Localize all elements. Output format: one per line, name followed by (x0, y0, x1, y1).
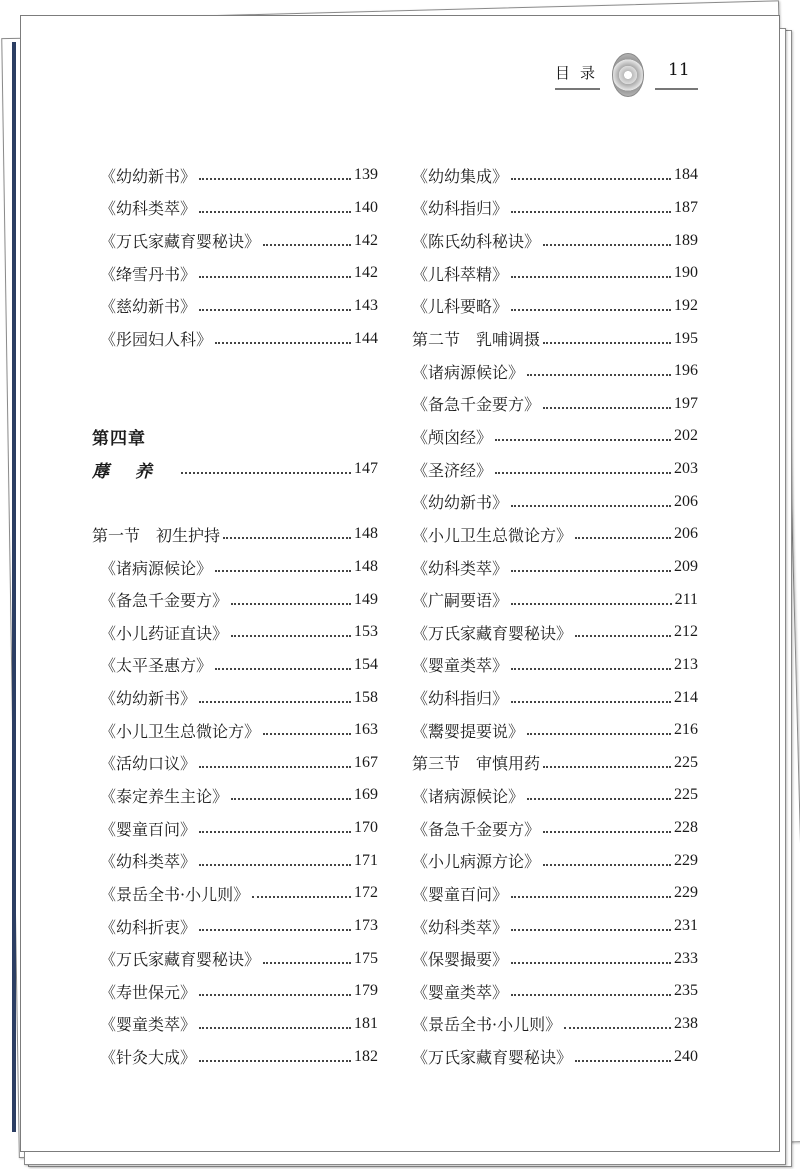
dot-leader (199, 864, 351, 866)
dot-leader (564, 1027, 671, 1029)
entry-page-number: 233 (674, 949, 698, 967)
dot-leader (199, 178, 351, 180)
dot-leader (575, 635, 671, 637)
dot-leader (199, 1027, 351, 1029)
entry-title: 《婴童百问》 (412, 884, 509, 904)
entry-title: 《儿科萃精》 (412, 264, 509, 284)
header-rule (555, 88, 600, 90)
toc-entry[interactable] (92, 1008, 378, 1041)
toc-left-column (92, 159, 378, 1073)
dot-leader (199, 766, 351, 768)
entry-title: 《婴童百问》 (100, 819, 197, 839)
dot-leader (252, 896, 351, 898)
dot-leader (511, 309, 671, 311)
entry-title: 《幼幼新书》 (100, 166, 197, 186)
entry-title: 《彤园妇人科》 (100, 330, 213, 350)
dot-leader (231, 603, 351, 605)
dot-leader (511, 668, 671, 670)
entry-page-number: 142 (354, 231, 378, 249)
dot-leader (231, 798, 351, 800)
ornament-icon (612, 53, 644, 97)
entry-title: 第四章 (92, 428, 146, 449)
toc-entry[interactable] (412, 942, 698, 975)
toc-entry[interactable] (92, 910, 378, 943)
entry-title: 《婴童类萃》 (412, 982, 509, 1002)
toc-entry[interactable] (412, 616, 698, 649)
toc-entry[interactable] (412, 844, 698, 877)
dot-leader (263, 244, 351, 246)
entry-page-number: 212 (674, 623, 698, 641)
toc-entry[interactable] (412, 453, 698, 486)
entry-title: 《广嗣要语》 (412, 591, 509, 611)
entry-page-number: 192 (674, 296, 698, 314)
entry-title: 《绛雪丹书》 (100, 264, 197, 284)
toc-entry[interactable] (92, 681, 378, 714)
dot-leader (511, 505, 671, 507)
toc-entry[interactable] (412, 583, 698, 616)
toc-entry[interactable] (412, 387, 698, 420)
entry-title: 《幼科折衷》 (100, 917, 197, 937)
toc-entry[interactable] (92, 192, 378, 225)
spacer (92, 387, 378, 420)
dot-leader (263, 733, 351, 735)
dot-leader (511, 603, 672, 605)
entry-page-number: 172 (354, 884, 378, 902)
entry-title: 《婴童类萃》 (412, 656, 509, 676)
dot-leader (181, 472, 351, 474)
entry-page-number: 202 (674, 427, 698, 445)
entry-title: 《活幼口议》 (100, 754, 197, 774)
entry-title: 《幼科类萃》 (100, 199, 197, 219)
entry-title: 《颅囟经》 (412, 427, 493, 447)
dot-leader (527, 798, 671, 800)
entry-title: 《幼科指归》 (412, 199, 509, 219)
entry-page-number: 206 (674, 525, 698, 543)
toc-entry[interactable] (412, 551, 698, 584)
entry-title: 《小儿卫生总微论方》 (412, 525, 573, 545)
entry-page-number: 163 (354, 721, 378, 739)
toc-section[interactable] (92, 518, 378, 551)
dot-leader (511, 211, 671, 213)
dot-leader (543, 864, 671, 866)
entry-title: 《陈氏幼科秘诀》 (412, 232, 541, 252)
toc-entry[interactable] (412, 224, 698, 257)
entry-title: 《备急千金要方》 (412, 819, 541, 839)
entry-page-number: 167 (354, 753, 378, 771)
dot-leader (215, 342, 351, 344)
entry-title: 《备急千金要方》 (412, 395, 541, 415)
dot-leader (199, 211, 351, 213)
entry-page-number: 154 (354, 655, 378, 673)
entry-page-number: 235 (674, 982, 698, 1000)
dot-leader (575, 1060, 671, 1062)
entry-title: 《幼幼新书》 (412, 493, 509, 513)
dot-leader (543, 766, 671, 768)
dot-leader (215, 570, 351, 572)
entry-title: 《针灸大成》 (100, 1048, 197, 1068)
entry-page-number: 229 (674, 851, 698, 869)
entry-page-number: 173 (354, 917, 378, 935)
entry-title: 《万氏家藏育婴秘诀》 (100, 950, 261, 970)
entry-page-number: 140 (354, 198, 378, 216)
dot-leader (199, 831, 351, 833)
entry-title: 《太平圣惠方》 (100, 656, 213, 676)
entry-page-number: 187 (674, 198, 698, 216)
entry-title: 蓐养 (92, 461, 178, 482)
entry-page-number: 214 (674, 688, 698, 706)
toc-entry[interactable] (92, 877, 378, 910)
entry-title: 《幼科指归》 (412, 689, 509, 709)
dot-leader (199, 929, 351, 931)
toc-entry[interactable] (92, 975, 378, 1008)
toc-entry[interactable] (92, 779, 378, 812)
dot-leader (511, 570, 671, 572)
toc-entry[interactable] (92, 159, 378, 192)
toc-right-column (412, 159, 698, 1073)
dot-leader (199, 309, 351, 311)
toc-entry[interactable] (92, 257, 378, 290)
toc-entry[interactable] (412, 192, 698, 225)
entry-page-number: 240 (674, 1047, 698, 1065)
dot-leader (199, 276, 351, 278)
entry-page-number: 182 (354, 1047, 378, 1065)
entry-title: 《幼幼新书》 (100, 689, 197, 709)
entry-title: 《备急千金要方》 (100, 591, 229, 611)
toc-entry[interactable] (92, 224, 378, 257)
dot-leader (495, 439, 671, 441)
toc-entry[interactable] (92, 551, 378, 584)
chapter-heading (92, 420, 378, 453)
entry-page-number: 142 (354, 264, 378, 282)
toc-entry[interactable] (92, 942, 378, 975)
book-edge (12, 42, 16, 1132)
toc-entry[interactable] (92, 844, 378, 877)
toc-entry[interactable] (412, 159, 698, 192)
toc-entry[interactable] (412, 812, 698, 845)
entry-page-number: 143 (354, 296, 378, 314)
running-header-title: 目录 (555, 64, 606, 82)
entry-page-number: 170 (354, 819, 378, 837)
entry-page-number: 158 (354, 688, 378, 706)
entry-page-number: 213 (674, 655, 698, 673)
toc-entry[interactable] (92, 616, 378, 649)
toc-section[interactable] (412, 747, 698, 780)
toc-entry[interactable] (92, 649, 378, 682)
toc-entry[interactable] (412, 649, 698, 682)
entry-page-number: 196 (674, 362, 698, 380)
entry-title: 《诸病源候论》 (412, 362, 525, 382)
dot-leader (511, 178, 671, 180)
entry-page-number: 225 (674, 753, 698, 771)
entry-page-number: 197 (674, 394, 698, 412)
entry-title: 第三节 审慎用药 (412, 754, 541, 774)
entry-page-number: 189 (674, 231, 698, 249)
entry-title: 《景岳全书·小儿则》 (412, 1015, 562, 1035)
entry-title: 《鬻婴提要说》 (412, 721, 525, 741)
dot-leader (511, 276, 671, 278)
toc-entry[interactable] (412, 1040, 698, 1073)
dot-leader (511, 994, 671, 996)
entry-title: 《慈幼新书》 (100, 297, 197, 317)
toc-entry[interactable] (412, 1008, 698, 1041)
entry-title: 《小儿病源方论》 (412, 852, 541, 872)
entry-title: 《幼科类萃》 (412, 917, 509, 937)
toc-entry[interactable] (412, 355, 698, 388)
dot-leader (543, 244, 671, 246)
dot-leader (511, 929, 671, 931)
entry-page-number: 184 (674, 166, 698, 184)
entry-title: 《儿科要略》 (412, 297, 509, 317)
entry-page-number: 206 (674, 492, 698, 510)
toc-entry[interactable] (412, 257, 698, 290)
dot-leader (511, 701, 671, 703)
entry-page-number: 179 (354, 982, 378, 1000)
dot-leader (223, 537, 351, 539)
entry-page-number: 229 (674, 884, 698, 902)
toc-entry[interactable] (92, 1040, 378, 1073)
dot-leader (543, 831, 671, 833)
entry-page-number: 153 (354, 623, 378, 641)
entry-page-number: 211 (674, 590, 698, 608)
entry-title: 《万氏家藏育婴秘诀》 (100, 232, 261, 252)
entry-title: 《小儿药证直诀》 (100, 623, 229, 643)
toc-entry[interactable] (412, 485, 698, 518)
entry-title: 《万氏家藏育婴秘诀》 (412, 1048, 573, 1068)
entry-title: 《幼科类萃》 (412, 558, 509, 578)
toc-entry[interactable] (412, 290, 698, 323)
toc-entry[interactable] (412, 518, 698, 551)
entry-title: 第一节 初生护持 (92, 525, 221, 545)
entry-page-number: 148 (354, 558, 378, 575)
toc-entry[interactable] (92, 812, 378, 845)
entry-page-number: 148 (354, 525, 378, 543)
entry-title: 《圣济经》 (412, 460, 493, 480)
entry-title: 《万氏家藏育婴秘诀》 (412, 623, 573, 643)
toc-entry[interactable] (92, 583, 378, 616)
entry-title: 《幼幼集成》 (412, 166, 509, 186)
toc-entry[interactable] (92, 714, 378, 747)
dot-leader (527, 733, 671, 735)
toc-section[interactable] (412, 322, 698, 355)
entry-page-number: 175 (354, 949, 378, 967)
toc-entry[interactable] (412, 714, 698, 747)
entry-title: 《景岳全书·小儿则》 (100, 884, 250, 904)
entry-page-number: 203 (674, 460, 698, 478)
entry-title: 《诸病源候论》 (100, 558, 213, 578)
toc-entry[interactable] (412, 975, 698, 1008)
dot-leader (527, 374, 671, 376)
page-number: 11 (668, 60, 690, 80)
entry-page-number: 231 (674, 917, 698, 935)
entry-title: 《寿世保元》 (100, 982, 197, 1002)
entry-page-number: 190 (674, 264, 698, 282)
entry-page-number: 144 (354, 329, 378, 347)
chapter-title[interactable] (92, 453, 378, 486)
dot-leader (231, 635, 351, 637)
spacer (92, 355, 378, 388)
header-rule (655, 88, 698, 90)
entry-title: 《泰定养生主论》 (100, 786, 229, 806)
entry-page-number: 149 (354, 590, 378, 608)
dot-leader (215, 668, 351, 670)
entry-page-number: 209 (674, 558, 698, 575)
dot-leader (199, 1060, 351, 1062)
entry-title: 《保婴撮要》 (412, 950, 509, 970)
entry-page-number: 139 (354, 166, 378, 184)
dot-leader (199, 701, 351, 703)
toc-entry[interactable] (412, 877, 698, 910)
entry-page-number: 225 (674, 786, 698, 804)
entry-page-number: 238 (674, 1014, 698, 1032)
entry-title: 《婴童类萃》 (100, 1015, 197, 1035)
toc-entry[interactable] (92, 290, 378, 323)
entry-page-number: 195 (674, 329, 698, 347)
entry-title: 第二节 乳哺调摄 (412, 330, 541, 350)
dot-leader (511, 962, 671, 964)
toc-entry[interactable] (412, 910, 698, 943)
entry-page-number: 228 (674, 819, 698, 837)
toc-entry[interactable] (92, 747, 378, 780)
entry-title: 《幼科类萃》 (100, 852, 197, 872)
entry-page-number: 169 (354, 786, 378, 804)
dot-leader (543, 407, 671, 409)
dot-leader (543, 342, 671, 344)
dot-leader (511, 896, 671, 898)
spacer (92, 485, 378, 518)
dot-leader (575, 537, 671, 539)
entry-page-number: 181 (354, 1014, 378, 1032)
toc-entry[interactable] (412, 681, 698, 714)
toc-entry[interactable] (412, 420, 698, 453)
dot-leader (199, 994, 351, 996)
entry-page-number: 216 (674, 721, 698, 739)
entry-page-number: 147 (354, 460, 378, 478)
dot-leader (495, 472, 671, 474)
dot-leader (263, 962, 351, 964)
entry-title: 《小儿卫生总微论方》 (100, 721, 261, 741)
toc-entry[interactable] (92, 322, 378, 355)
toc-entry[interactable] (412, 779, 698, 812)
entry-page-number: 171 (354, 851, 378, 869)
entry-title: 《诸病源候论》 (412, 786, 525, 806)
